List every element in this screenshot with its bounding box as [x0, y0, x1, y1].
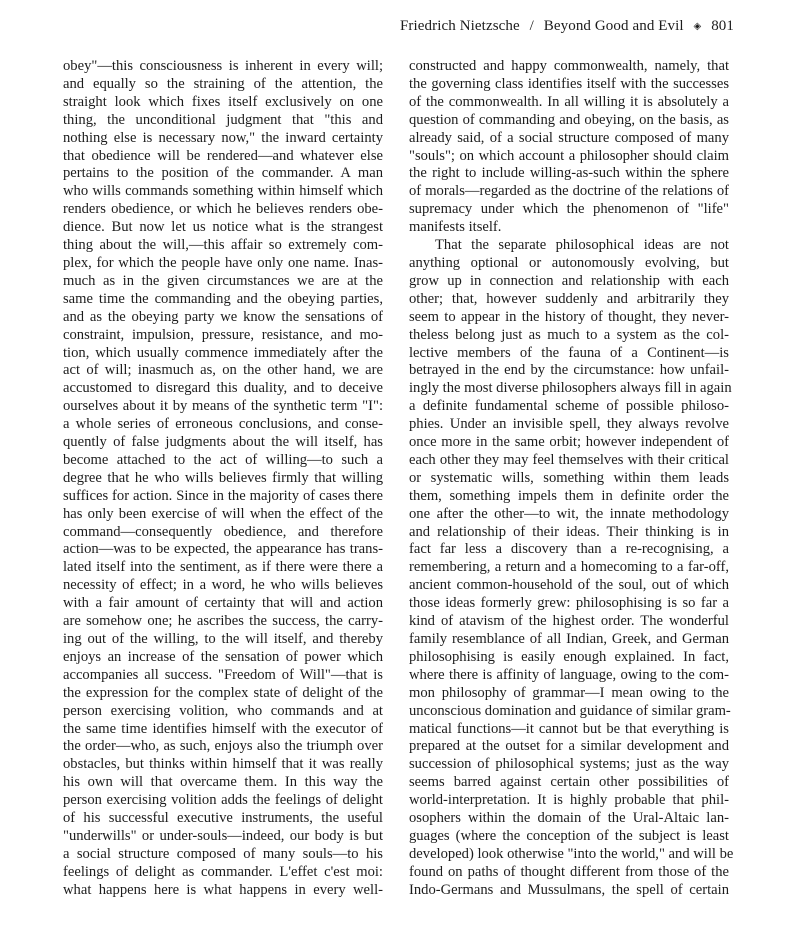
text-line: and relationship of their ideas. Their thinking is in [409, 523, 729, 540]
text-line: quently of false judgments about the will itself, has [63, 434, 383, 451]
text-line: theless belong just as much to a system as the col- [409, 326, 729, 343]
text-line: the order—who, as such, enjoys also the triumph over [63, 738, 383, 755]
text-line: the right to include willing-as-such within the sphere [409, 165, 729, 182]
text-line: that obedience will be rendered—and whatever else [63, 147, 383, 164]
text-line: person exercising volition adds the feelings of delight [63, 792, 383, 809]
text-line: same time the commanding and the obeying parties, [63, 290, 383, 307]
text-line: what happens here is what happens in every well- [63, 881, 383, 898]
text-line: Indo-Germans and Mussulmans, the spell of certain [409, 881, 729, 898]
text-line: anything optional or autonomously evolving, but [409, 254, 729, 271]
text-line: his own will that overcame them. In this way the [63, 774, 383, 791]
text-line: constraint, impulsion, pressure, resistance, and mo- [63, 326, 383, 343]
text-line: kind of atavism of the highest order. The wonderful [409, 613, 729, 630]
text-line: suffices for action. Since in the majority of cases there [63, 487, 383, 504]
text-line: mon philosophy of grammar—I mean owing to the [409, 684, 729, 701]
text-line: renders obedience, or which he believes renders obe- [63, 201, 383, 218]
right-text-column [409, 58, 734, 900]
text-line: once more in the same orbit; however independent of [409, 434, 729, 451]
text-line: of his successful executive instruments, the useful [63, 810, 383, 827]
text-line: command—consequently obedience, and therefore [63, 523, 383, 540]
text-line: and as the obeying party we know the sensations of [63, 308, 383, 325]
book-title: Beyond Good and Evil [543, 18, 684, 34]
text-line: act of will; inasmuch as, on the other hand, we are [63, 362, 383, 379]
text-line: pertains to the position of the commander. A man [63, 165, 383, 182]
text-line: of the commonwealth. In all willing it is absolutely a [409, 93, 729, 110]
text-line: tion, which usually commence immediately after the [63, 344, 383, 361]
text-line: where there is affinity of language, owing to the com- [409, 666, 729, 683]
text-line: has only been exercise of will when the effect of the [63, 505, 383, 522]
text-line: lated itself into the sentiment, as if there were there a [63, 559, 383, 576]
text-line: action—was to be expected, the appearance has trans- [63, 541, 383, 558]
text-line: one after the other—to wit, the innate methodology [409, 505, 729, 522]
text-line: or systematic wills, something within them leads [409, 469, 729, 486]
text-line: accompanies all success. "Freedom of Will"—that is [63, 666, 383, 683]
text-line: family resemblance of all Indian, Greek, and German [409, 631, 729, 647]
text-line: nothing else is necessary now," the inward certainty [63, 129, 383, 146]
text-line: ancient common-household of the soul, out of which [409, 577, 729, 594]
text-line: seems barred against certain other possibilities of [409, 774, 729, 791]
text-line: plex, for which the people have only one name. Inas- [63, 254, 383, 271]
text-line: degree that he who wills believes firmly that willing [63, 469, 383, 486]
text-line: the same time identifies himself with the executor of [63, 720, 383, 737]
text-line: ingly the most diverse philosophers always fill in again [409, 380, 732, 397]
diamond-ornament-icon: ◈ [693, 21, 702, 32]
text-line: and equally so the straining of the attention, the [63, 75, 383, 92]
author-name: Friedrich Nietzsche [399, 18, 520, 34]
text-line: straight look which fixes itself exclusively on one [63, 93, 383, 110]
text-line: them, something impels them in definite order the [409, 487, 729, 504]
text-line: ourselves about it by means of the synthetic term "I": [63, 398, 383, 415]
text-line: osophers within the domain of the Ural-Altaic lan- [409, 810, 729, 827]
text-line: who wills commands something within himself which [63, 183, 383, 200]
text-line: lective members of the fauna of a Continent—is [409, 344, 729, 361]
page-number: 801 [711, 18, 734, 34]
text-line: matical functions—it cannot but be that everything is [409, 720, 729, 737]
header-separator: / [529, 18, 534, 34]
text-line: other; that, however suddenly and arbitrarily they [409, 290, 729, 307]
text-line: already said, of a social structure composed of many [409, 129, 729, 146]
text-line: betrayed in the end by the circumstance: how unfail- [409, 362, 729, 379]
text-line: a whole series of erroneous conclusions, and conse- [63, 416, 383, 433]
text-line: unconscious domination and guidance of similar gram- [409, 702, 731, 719]
text-line: That the separate philosophical ideas are not [435, 237, 729, 254]
text-line: question of commanding and obeying, on the basis, as [409, 111, 729, 128]
text-line: fact far less a discovery than a re-recognising, a [409, 541, 729, 558]
text-line: thing about the will,—this affair so extremely com- [63, 237, 383, 254]
text-line: phies. Under an invisible spell, they always revolve [409, 416, 729, 433]
text-line: those ideas formerly grew: philosophising is so far a [409, 595, 729, 612]
text-line: "underwills" or under-souls—indeed, our body is but [63, 827, 383, 844]
text-line: obey"—this consciousness is inherent in every will; [63, 58, 383, 74]
text-line: ing out of the willing, to the will itself, and thereby [63, 631, 383, 647]
text-line: developed) look otherwise "into the world," and will be [409, 845, 734, 862]
text-line: the expression for the complex state of delight of the [63, 684, 383, 701]
text-line: "souls"; on which account a philosopher should claim [409, 147, 729, 164]
text-line: world-interpretation. It is highly probable that phil- [409, 792, 729, 809]
running-header [400, 17, 734, 37]
text-line: a social structure composed of many souls—to his [63, 845, 383, 862]
text-line: the governing class identifies itself with the successes [409, 75, 729, 92]
text-line: a definite fundamental scheme of possible philoso- [409, 398, 729, 415]
text-line: thing, the unconditional judgment that "this and [63, 111, 383, 128]
text-line: feelings of delight as commander. L'effet c'est moi: [63, 863, 383, 880]
text-line: supremacy under which the phenomenon of "life" [409, 201, 729, 218]
text-line: grow up in connection and relationship with each [409, 272, 729, 289]
text-line: necessity of effect; in a word, he who wills believes [63, 577, 383, 594]
text-line: obstacles, but thinks within himself that it was really [63, 756, 383, 773]
text-line: remembering, a return and a homecoming to a far-off, [409, 559, 729, 576]
text-line: prepared at the outset for a similar development and [409, 738, 729, 755]
text-line: of morals—regarded as the doctrine of the relations of [409, 183, 729, 200]
text-line: accustomed to disregard this duality, and to deceive [63, 380, 383, 397]
text-line: with a fair amount of certainty that will and action [63, 595, 383, 612]
left-text-column [63, 58, 383, 900]
text-line: much as in the given circumstances we are at the [63, 272, 383, 289]
text-line: seem to appear in the history of thought, they never- [409, 308, 729, 325]
text-line: enjoys an increase of the sensation of power which [63, 648, 383, 665]
text-line: constructed and happy commonwealth, namely, that [409, 58, 729, 74]
text-line: philosophising is easily enough explained. In fact, [409, 648, 729, 665]
text-line: each other they may feel themselves with their critical [409, 451, 729, 468]
text-line: dience. But now let us notice what is the strangest [63, 219, 383, 236]
text-line: succession of philosophical systems; just as the way [409, 756, 729, 773]
text-line: person exercising volition, who commands and at [63, 702, 383, 719]
text-line: guages (where the conception of the subject is least [409, 827, 729, 844]
text-line: are somehow one; he ascribes the success, the carry- [63, 613, 383, 630]
text-line: become attached to the act of willing—to such a [63, 451, 383, 468]
text-line: found on paths of thought different from those of the [409, 863, 729, 880]
text-line: manifests itself. [409, 219, 502, 236]
